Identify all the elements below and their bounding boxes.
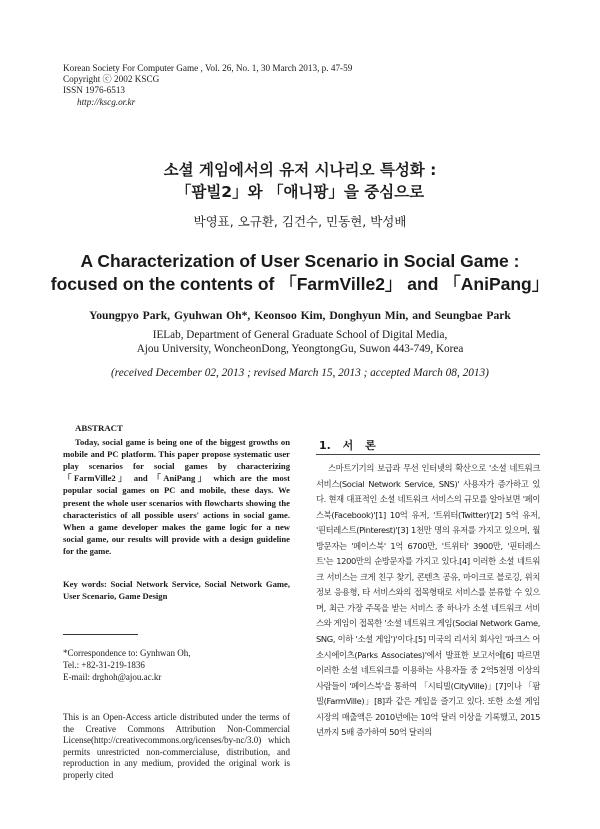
footnote-divider: [63, 634, 138, 635]
affiliation-line1: IELab, Department of General Graduate School of Digital Media,: [152, 329, 448, 341]
section-title: 1. 서 론: [319, 439, 376, 452]
received-dates: (received December 02, 2013 ; revised March 15, 2013 ; accepted March 08, 2013): [111, 367, 489, 379]
correspondence-tel: Tel.: +82-31-219-1836: [63, 659, 145, 670]
correspondence-name: *Correspondence to: Gynhwan Oh,: [63, 648, 191, 658]
abstract-heading: ABSTRACT: [75, 423, 123, 433]
license-note: This is an Open-Access article distributed under the terms of the Creative Commons Attribution Non-Commercial License(http://creativecommons.org/icenses/by-nc/3.0) which permits unrestricted non-commercialuse, distribution, and reproduction in any medium, provided the original work is properly cited: [63, 712, 290, 780]
affiliation: [0, 328, 600, 356]
introduction-body: 스마트기기의 보급과 무선 인터넷의 확산으로 '소셜 네트워크 서비스(Social Network Service, SNS)' 사용자가 증가하고 있다. 현재 대표적인 소셜 네트워크 서비스의 규모를 알아보면 '페이스북(Facebook)'[1] 10억 유저, '트위터(Twitter)'[2] 5억 유저, '핀터레스트(Pinterest)'[3] 1천만 명의 유저를 가지고 있으며, 월 방문자는 '페이스북' 1억 6700만, '트위터' 3900만, '핀터레스트'는 1200만의 순방문자를 가지고 있다.[4] 이러한 소셜 네트워크 서비스는 크게 친구 찾기, 콘텐츠 공유, 마이크로 블로깅, 위치정보 응용형, 타 서비스와의 접목형태로 서비스를 분류할 수 있으며, 최근 가장 주목을 받는 서비스 중 하나가 소셜 네트워크 서비스와 게임이 접목한 '소셜 네트워크 게임(Social Network Game, SNG, 이하 '소셜 게임')'이다.[5] 미국의 리서치 회사인 '파크스 어소시에이츠(Parks Associates)'에서 발표한 보고서에[6] 따르면 이러한 소셜 네트워크를 이용하는 사용자들 중 2억5천명 이상의 사람들이 '페이스북'을 통하여 「시티빌(CityVille)」[7]이나 「팜빌(FarmVille)」[8]과 같은 게임을 즐기고 있다. 또한 소셜 게임 시장의 매출액은 2010년에는 10억 달러 이상을 기록했고, 2015년까지 5배 증가하여 50억 달러의: [316, 463, 540, 738]
affiliation-line2: Ajou University, WoncheonDong, YeongtongGu, Suwon 443-749, Korea: [136, 343, 464, 355]
copyright: Copyright ⓒ 2002 KSCG: [63, 74, 160, 85]
journal-citation: Korean Society For Computer Game , Vol. 26, No. 1, 30 March 2013, p. 47-59: [63, 63, 353, 73]
korean-authors: 박영표, 오규환, 김건수, 민동현, 박성배: [193, 214, 407, 229]
english-title: [0, 250, 600, 296]
korean-title-line2: 「팜빌2」와 「애니팡」을 중심으로: [175, 183, 425, 201]
keywords: Key words: Social Network Service, Social Network Game, User Scenario, Game Design: [63, 579, 290, 601]
correspondence-email[interactable]: E-mail: drghoh@ajou.ac.kr: [63, 671, 162, 682]
issn: ISSN 1976-6513: [63, 85, 126, 96]
korean-title: [0, 159, 600, 203]
abstract: [63, 422, 290, 557]
english-title-line1: A Characterization of User Scenario in Social Game :: [80, 251, 520, 271]
korean-title-line1: 소셜 게임에서의 유저 시나리오 특성화 :: [163, 161, 437, 179]
journal-meta: [63, 63, 483, 108]
english-authors: Youngpyo Park, Gyuhwan Oh*, Keonsoo Kim, Donghyun Min, and Seungbae Park: [89, 309, 511, 322]
english-title-line2: focused on the contents of 「FarmVille2」 and 「AniPang」: [50, 274, 550, 294]
correspondence: [63, 648, 290, 683]
abstract-body: Today, social game is being one of the biggest growths on mobile and PC platform. This paper propose systematic user play scenarios for social games by characterizing 「FarmVille2」 and 「AniPang」 which are the most popular social games on PC and mobile, these days. We present the whole user scenarios with flowcharts showing the characteristics of all possible users' actions in social game. When a game developer makes the game logic for a new social game, our results will provide with a design guideline for the game.: [63, 437, 290, 556]
section-rule: [316, 454, 540, 455]
journal-url[interactable]: http://kscg.or.kr: [77, 96, 136, 107]
